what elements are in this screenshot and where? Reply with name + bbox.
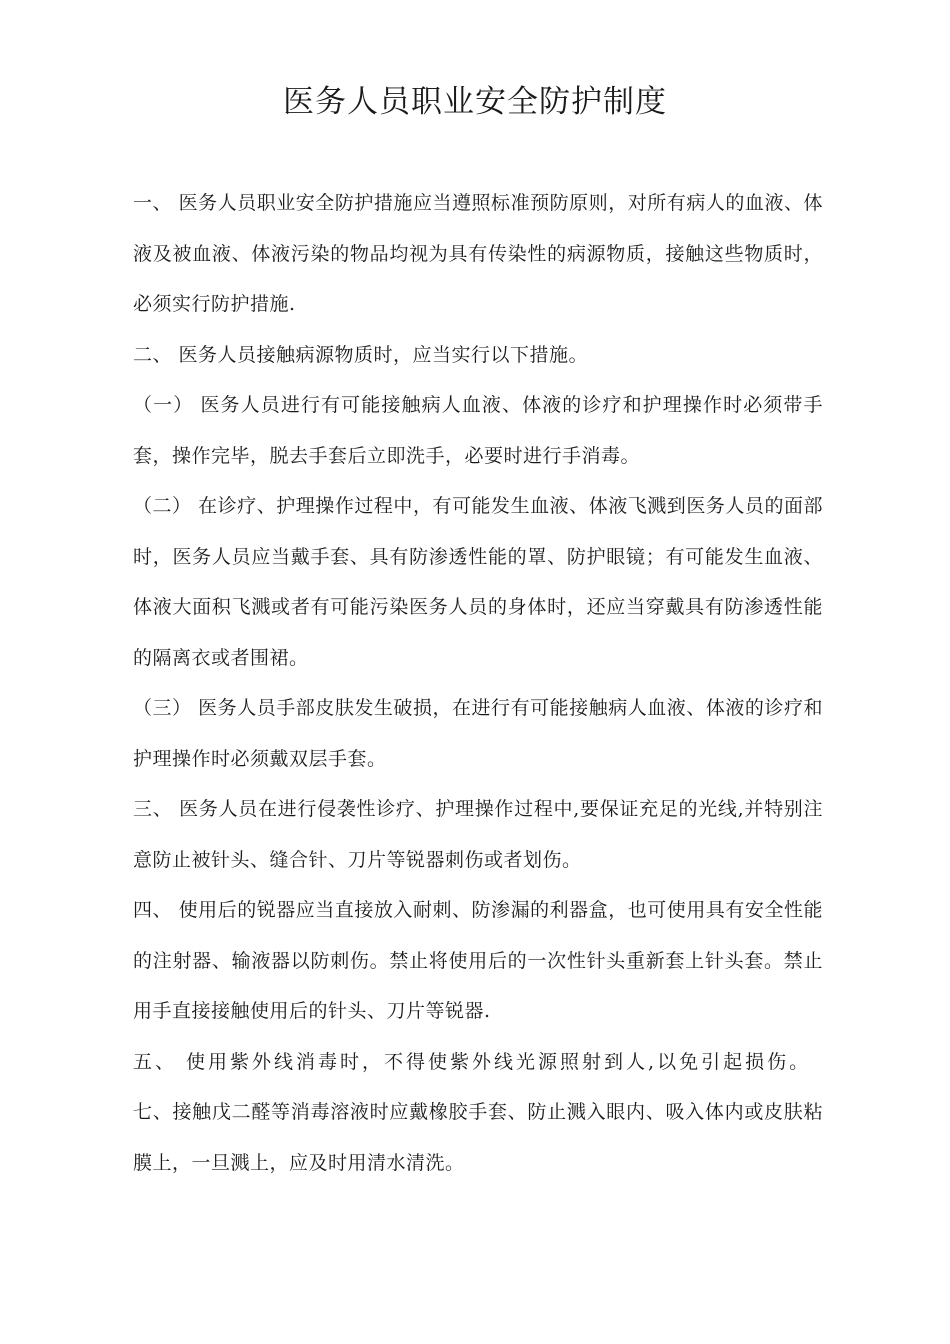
paragraph-5: （三） 医务人员手部皮肤发生破损，在进行有可能接触病人血液、体液的诊疗和护理操作时必须戴双层手套。 <box>133 697 823 770</box>
paragraph-9: 七、接触戊二醛等消毒溶液时应戴橡胶手套、防止溅入眼内、吸入体内或皮肤粘膜上，一旦溅上，应及时用清水清洗。 <box>133 1101 823 1174</box>
paragraph-1: 一、 医务人员职业安全防护措施应当遵照标准预防原则，对所有病人的血液、体液及被血液、体液污染的物品均视为具有传染性的病源物质，接触这些物质时，必须实行防护措施. <box>133 192 823 315</box>
paragraph-6: 三、 医务人员在进行侵袭性诊疗、护理操作过程中,要保证充足的光线,并特别注意防止被针头、缝合针、刀片等锐器刺伤或者划伤。 <box>133 798 823 871</box>
paragraph-3: （一） 医务人员进行有可能接触病人血液、体液的诊疗和护理操作时必须带手套，操作完毕，脱去手套后立即洗手，必要时进行手消毒。 <box>133 394 823 467</box>
paragraph-2: 二、 医务人员接触病源物质时，应当实行以下措施。 <box>133 343 589 366</box>
paragraph-7: 四、 使用后的锐器应当直接放入耐刺、防渗漏的利器盒，也可使用具有安全性能的注射器、输液器以防刺伤。禁止将使用后的一次性针头重新套上针头套。禁止用手直接接触使用后的针头、刀片等锐器. <box>133 899 823 1022</box>
document-body <box>133 178 823 1188</box>
paragraph-8: 五、 使用紫外线消毒时，不得使紫外线光源照射到人,以免引起损伤。 <box>133 1050 812 1073</box>
document-title: 医务人员职业安全防护制度 <box>283 84 667 120</box>
paragraph-4: （二） 在诊疗、护理操作过程中，有可能发生血液、体液飞溅到医务人员的面部时，医务人员应当戴手套、具有防渗透性能的罩、防护眼镜；有可能发生血液、体液大面积飞溅或者有可能污染医务人员的身体时，还应当穿戴具有防渗透性能的隔离衣或者围裙。 <box>133 495 823 669</box>
